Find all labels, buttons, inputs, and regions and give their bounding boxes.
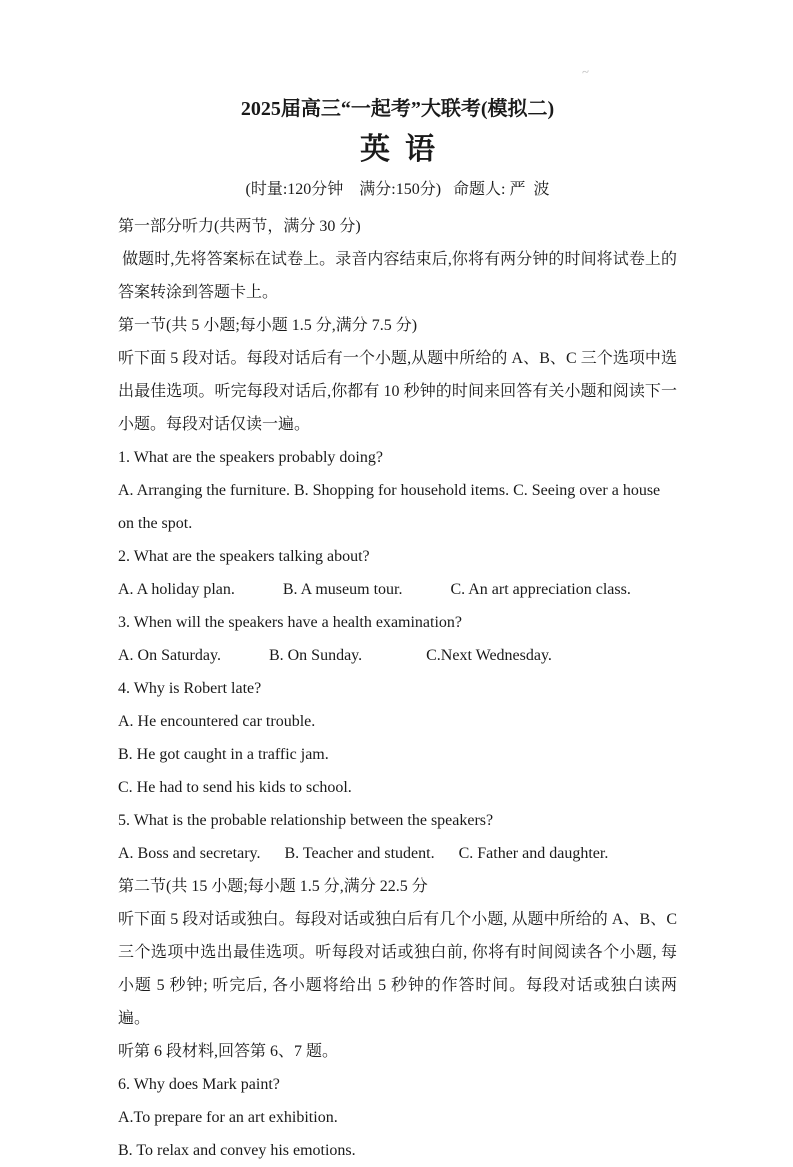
exam-subject: 英 语 [360, 133, 435, 166]
text-line: 1. What are the speakers probably doing? [118, 449, 383, 466]
text-line: 5. What is the probable relationship between the speakers? [118, 812, 494, 829]
text-line: A. A holiday plan. B. A museum tour. C. An art appreciation class. [118, 581, 631, 598]
text-line: A. On Saturday. B. On Sunday. C.Next Wednesday. [118, 647, 552, 664]
text-line: 听第 6 段材料,回答第 6、7 题。 [118, 1043, 339, 1060]
text-line: 第一节(共 5 小题;每小题 1.5 分,满分 7.5 分) [118, 317, 418, 334]
text-line: A. Boss and secretary. B. Teacher and student. C. Father and daughter. [118, 845, 609, 862]
text-line: B. He got caught in a traffic jam. [118, 746, 329, 763]
text-line: 听下面 5 段对话或独白。每段对话或独白后有几个小题, 从题中所给的 A、B、C 三个选项中选出最佳选项。听每段对话或独白前, 你将有时间阅读各个小题, 每小题 5 秒钟; 听完后, 各小题将给出 5 秒钟的作答时间。每段对话或独白读两遍。 [118, 911, 681, 1027]
exam-meta: (时量:120分钟 满分:150分) 命题人: 严 波 [245, 181, 550, 198]
text-line: 第一部分听力(共两节，满分 30 分) [118, 218, 361, 235]
text-line: 做题时,先将答案标在试卷上。录音内容结束后,你将有两分钟的时间将试卷上的答案转涂到答题卡上。 [118, 251, 677, 301]
text-line: C. He had to send his kids to school. [118, 779, 352, 796]
text-line: 6. Why does Mark paint? [118, 1076, 280, 1093]
text-line: B. To relax and convey his emotions. [118, 1142, 356, 1159]
text-line: 听下面 5 段对话。每段对话后有一个小题,从题中所给的 A、B、C 三个选项中选出最佳选项。听完每段对话后,你都有 10 秒钟的时间来回答有关小题和阅读下一小题。每段对话仅读一遍。 [118, 350, 677, 433]
text-line: 第二节(共 15 小题;每小题 1.5 分,满分 22.5 分 [118, 878, 428, 895]
text-line: 2. What are the speakers talking about? [118, 548, 370, 565]
text-line: A. He encountered car trouble. [118, 713, 316, 730]
text-line: 4. Why is Robert late? [118, 680, 262, 697]
exam-title: 2025届高三“一起考”大联考(模拟二) [240, 98, 555, 120]
text-line: A. Arranging the furniture. B. Shopping for household items. C. Seeing over a house on the spot. [118, 482, 665, 532]
text-line: A.To prepare for an art exhibition. [118, 1109, 338, 1126]
exam-body [118, 210, 681, 1167]
text-line: 3. When will the speakers have a health examination? [118, 614, 463, 631]
scan-artifact: ~ [580, 63, 590, 80]
